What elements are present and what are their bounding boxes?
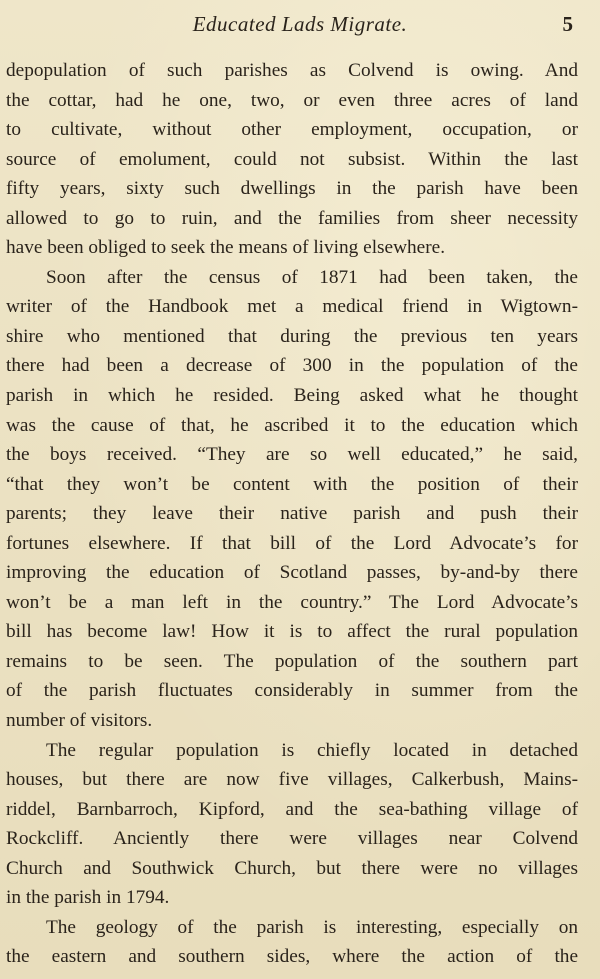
- text-line: Church and Southwick Church, but there were no villages: [6, 857, 578, 879]
- text-line: shire who mentioned that during the previous ten years: [6, 325, 578, 347]
- text-line: riddel, Barnbarroch, Kipford, and the sea-bathing village of: [6, 798, 578, 820]
- page-number: 5: [562, 12, 573, 36]
- text-line: was the cause of that, he ascribed it to the education which: [6, 414, 578, 436]
- text-line: to cultivate, without other employment, occupation, or: [6, 119, 578, 141]
- text-line: the cottar, had he one, two, or even three acres of land: [6, 89, 578, 111]
- running-head: Educated Lads Migrate.: [192, 12, 408, 36]
- body-text: [6, 56, 578, 972]
- text-line: parents; they leave their native parish and push their: [6, 503, 578, 525]
- text-line: source of emolument, could not subsist. Within the last: [6, 148, 578, 170]
- text-line: The geology of the parish is interesting, especially on: [46, 916, 578, 938]
- page-header: [0, 12, 600, 42]
- text-line: improving the education of Scotland passes, by-and-by there: [6, 562, 578, 584]
- text-line: The regular population is chiefly located in detached: [46, 739, 578, 761]
- text-line: have been obliged to seek the means of living elsewhere.: [6, 237, 446, 259]
- text-line: Soon after the census of 1871 had been taken, the: [46, 266, 578, 288]
- text-line: in the parish in 1794.: [6, 887, 170, 909]
- text-line: bill has become law! How it is to affect the rural population: [6, 621, 578, 643]
- text-line: there had been a decrease of 300 in the population of the: [6, 355, 578, 377]
- text-line: “that they won’t be content with the position of their: [6, 473, 578, 495]
- text-line: number of visitors.: [6, 710, 153, 732]
- text-line: of the parish fluctuates considerably in summer from the: [6, 680, 578, 702]
- text-line: allowed to go to ruin, and the families from sheer necessity: [6, 207, 578, 229]
- text-line: fifty years, sixty such dwellings in the parish have been: [6, 178, 578, 200]
- text-line: parish in which he resided. Being asked what he thought: [6, 385, 578, 407]
- text-line: remains to be seen. The population of the southern part: [6, 650, 578, 672]
- text-line: depopulation of such parishes as Colvend is owing. And: [6, 60, 578, 81]
- text-line: writer of the Handbook met a medical friend in Wigtown-: [6, 296, 578, 318]
- text-line: the boys received. “They are so well educated,” he said,: [6, 444, 578, 466]
- text-line: houses, but there are now five villages, Calkerbush, Mains-: [6, 769, 578, 791]
- text-line: fortunes elsewhere. If that bill of the Lord Advocate’s for: [6, 532, 578, 554]
- text-line: the eastern and southern sides, where the action of the: [6, 946, 578, 968]
- text-line: Rockcliff. Anciently there were villages near Colvend: [6, 828, 578, 850]
- text-line: won’t be a man left in the country.” The Lord Advocate’s: [6, 591, 578, 613]
